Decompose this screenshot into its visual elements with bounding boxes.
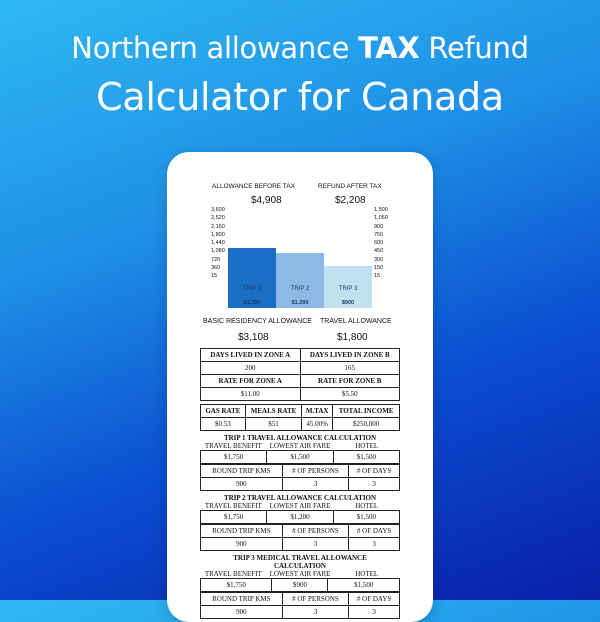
trip-3-label: # OF PERSONS (282, 593, 349, 606)
trip-1-air-fare[interactable]: $1,500 (267, 451, 333, 464)
left-axis-ticks (211, 206, 225, 281)
bar-2 (276, 253, 324, 308)
rate-zone-a-label: RATE FOR ZONE A (201, 375, 301, 388)
trip-1-section (200, 434, 400, 491)
bar-value: $1,200 (291, 300, 309, 306)
left-tick-label: 360 (211, 265, 221, 272)
right-tick-label: 450 (374, 248, 384, 255)
trip-1-travel-benefit[interactable]: $1,750 (201, 451, 267, 464)
allowance-before-tax-value: $4,908 (251, 195, 282, 206)
trip-2-label: HOTEL (355, 502, 379, 510)
total-income-input[interactable]: $250,000 (333, 418, 400, 431)
trip-2-title: TRIP 2 TRAVEL ALLOWANCE CALCULATION (223, 494, 377, 502)
trip-3-label: LOWEST AIR FARE (269, 570, 331, 578)
rate-zone-b-input[interactable]: $5.50 (300, 388, 400, 401)
trip-1-label: LOWEST AIR FARE (269, 442, 331, 450)
mtax-label: M.TAX (302, 405, 333, 418)
trip-3-hotel[interactable]: $1,500 (328, 579, 400, 592)
trip-2-kms[interactable]: 900 (201, 538, 283, 551)
rate-zone-a-input[interactable]: $11.00 (201, 388, 301, 401)
refund-after-tax-label: REFUND AFTER TAX (318, 183, 382, 190)
trip-2-label: TRAVEL BENEFIT (204, 502, 262, 510)
left-tick-label: 1,080 (211, 248, 225, 255)
days-zone-a-label: DAYS LIVED IN ZONE A (201, 349, 301, 362)
travel-allowance-value: $1,800 (337, 332, 368, 343)
left-tick-label: 1,800 (211, 231, 225, 238)
bar-label: TRIP 2 (290, 286, 310, 292)
trip-3-section (200, 554, 400, 619)
trip-1-labels-1 (200, 442, 400, 450)
trip-2-label: ROUND TRIP KMS (201, 525, 283, 538)
left-tick-label: 15 (211, 273, 218, 280)
calculator-sheet (200, 180, 400, 619)
trip-2-label: # OF PERSONS (282, 525, 349, 538)
trip-2-label: # OF DAYS (349, 525, 400, 538)
right-tick-label: 900 (374, 223, 384, 230)
headline-prefix: Northern allowance (71, 31, 359, 65)
trip-1-values-2 (200, 464, 400, 491)
trip-3-title: TRIP 3 MEDICAL TRAVEL ALLOWANCE CALCULATION (233, 554, 367, 570)
left-tick-label: 1,440 (211, 240, 225, 247)
right-tick-label: 150 (374, 265, 384, 272)
right-tick-label: 300 (374, 256, 384, 263)
headline-line1 (0, 28, 600, 68)
trip-2-travel-benefit[interactable]: $1,750 (201, 511, 267, 524)
trip-2-days[interactable]: 3 (349, 538, 400, 551)
bar-label: TRIP 3 (338, 286, 358, 292)
trip-1-label: TRAVEL BENEFIT (204, 442, 262, 450)
days-zone-b-input[interactable]: 165 (300, 362, 400, 375)
left-tick-label: 3,600 (211, 207, 225, 213)
right-axis-ticks (374, 206, 388, 281)
trip-3-label: # OF DAYS (349, 593, 400, 606)
allowance-breakdown (200, 318, 400, 348)
bar-1 (228, 248, 276, 308)
right-tick-label: 750 (374, 231, 384, 238)
trip-1-label: # OF DAYS (349, 465, 400, 478)
trip-2-labels-1 (200, 502, 400, 510)
trip-1-label: HOTEL (355, 442, 379, 450)
trip-2-values-1 (200, 510, 400, 524)
allowance-before-tax-label: ALLOWANCE BEFORE TAX (212, 183, 295, 190)
days-zone-b-label: DAYS LIVED IN ZONE B (300, 349, 400, 362)
trip-3-values-2 (200, 592, 400, 619)
trip-2-section (200, 494, 400, 551)
zone-table (200, 348, 400, 401)
trip-3-travel-benefit[interactable]: $1,750 (201, 579, 272, 592)
basic-residency-value: $3,108 (238, 332, 269, 343)
total-income-label: TOTAL INCOME (333, 405, 400, 418)
left-tick-label: 2,520 (211, 215, 225, 222)
rate-zone-b-label: RATE FOR ZONE B (300, 375, 400, 388)
left-tick-label: 720 (211, 256, 221, 263)
trip-3-values-1 (200, 578, 400, 592)
trip-2-label: LOWEST AIR FARE (269, 502, 331, 510)
meals-rate-label: MEALS RATE (245, 405, 302, 418)
headline-bold: TAX (358, 31, 420, 65)
right-tick-label: 1,050 (374, 215, 388, 222)
trip-2-values-2 (200, 524, 400, 551)
trip-1-label: ROUND TRIP KMS (201, 465, 283, 478)
right-tick-label: 600 (374, 240, 384, 247)
trip-1-kms[interactable]: 900 (201, 478, 283, 491)
trip-2-hotel[interactable]: $1,500 (333, 511, 399, 524)
trip-1-persons[interactable]: 3 (282, 478, 349, 491)
travel-allowance-label: TRAVEL ALLOWANCE (320, 318, 392, 325)
trip-3-persons[interactable]: 3 (282, 606, 349, 619)
days-zone-a-input[interactable]: 200 (201, 362, 301, 375)
trip-1-hotel[interactable]: $1,500 (333, 451, 399, 464)
trip-1-values-1 (200, 450, 400, 464)
bar-value: $900 (341, 300, 355, 306)
trip-2-air-fare[interactable]: $1,200 (267, 511, 333, 524)
bar-label: TRIP 1 (242, 286, 262, 292)
gas-rate-input[interactable]: $0.53 (201, 418, 246, 431)
basic-residency-label: BASIC RESIDENCY ALLOWANCE (203, 318, 312, 325)
left-tick-label: 2,160 (211, 223, 225, 230)
trip-chart (200, 180, 400, 318)
refund-after-tax-value: $2,208 (335, 195, 366, 206)
trip-3-kms[interactable]: 900 (201, 606, 283, 619)
mtax-input[interactable]: 45.00% (302, 418, 333, 431)
trip-2-persons[interactable]: 3 (282, 538, 349, 551)
right-tick-label: 1,500 (374, 207, 388, 213)
trip-1-label: # OF PERSONS (282, 465, 349, 478)
rates-table (200, 404, 400, 431)
bar-value: $1,300 (243, 300, 261, 306)
trip-3-labels-1 (200, 570, 400, 578)
right-tick-label: 15 (374, 273, 381, 280)
trip-1-days[interactable]: 3 (349, 478, 400, 491)
bar-3 (324, 266, 372, 308)
trip-3-air-fare[interactable]: $900 (272, 579, 328, 592)
meals-rate-input[interactable]: $51 (245, 418, 302, 431)
trip-3-label: TRAVEL BENEFIT (204, 570, 262, 578)
trip-3-label: ROUND TRIP KMS (201, 593, 283, 606)
gas-rate-label: GAS RATE (201, 405, 246, 418)
trip-1-title: TRIP 1 TRAVEL ALLOWANCE CALCULATION (223, 434, 377, 442)
headline (0, 28, 600, 122)
headline-suffix: Refund (419, 31, 529, 65)
headline-line2: Calculator for Canada (96, 75, 504, 119)
trip-3-days[interactable]: 3 (349, 606, 400, 619)
trip-3-label: HOTEL (355, 570, 379, 578)
